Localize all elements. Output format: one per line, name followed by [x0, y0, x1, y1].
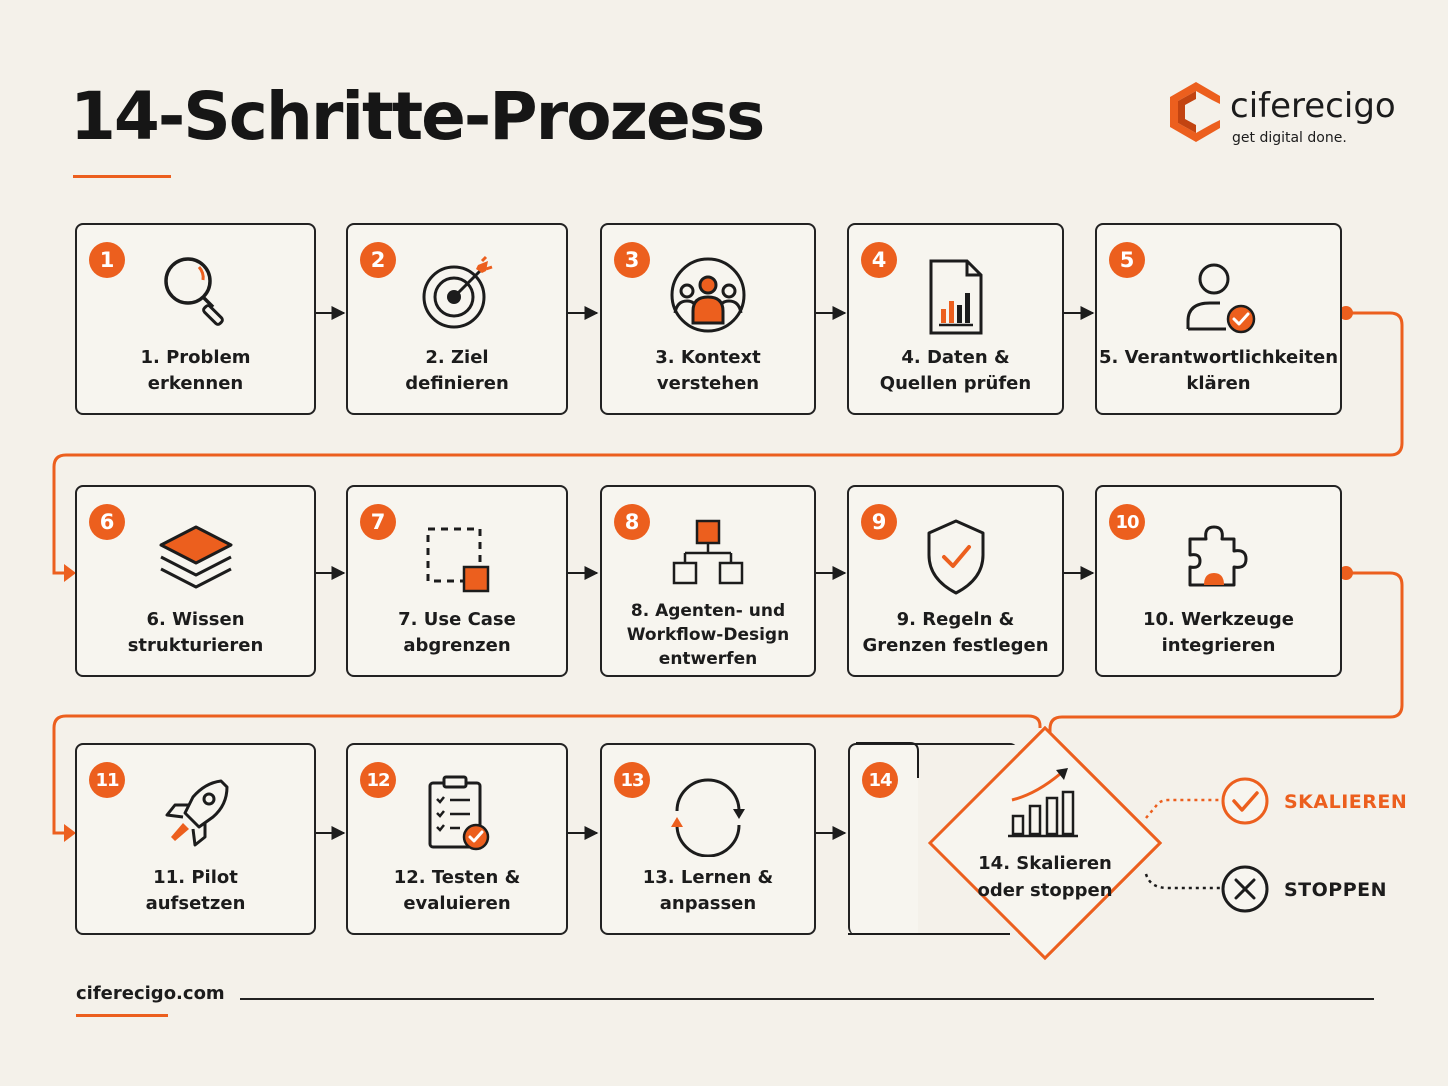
step-label: 9. Regeln & Grenzen festlegen [862, 609, 1049, 656]
footer-accent-line [76, 1014, 168, 1017]
step-number-badge: 5 [1109, 242, 1145, 278]
brand-name: ciferecigo [1230, 86, 1396, 126]
step-number-badge: 12 [360, 762, 396, 798]
step-number-badge: 6 [89, 504, 125, 540]
step-label: 1. Problem erkennen [140, 347, 251, 394]
footer-url[interactable]: ciferecigo.com [76, 983, 225, 1004]
step-label: 4. Daten & Quellen prüfen [879, 347, 1032, 394]
step-number-badge: 10 [1109, 504, 1145, 540]
step-number-badge: 2 [360, 242, 396, 278]
step-label: 3. Kontext verstehen [655, 347, 761, 394]
step-number-badge: 4 [861, 242, 897, 278]
step-number-badge: 13 [614, 762, 650, 798]
step-label: 6. Wissen strukturieren [127, 609, 264, 656]
decision-label: 14. Skalieren oder stoppen [977, 853, 1113, 901]
step-label: 7. Use Case abgrenzen [398, 609, 516, 656]
step-label: 2. Ziel definieren [405, 347, 509, 394]
step-label: 10. Werkzeuge integrieren [1142, 609, 1294, 656]
step-label: 5. Verantwortlichkeiten klären [1098, 347, 1339, 394]
step-label: 12. Testen & evaluieren [393, 867, 521, 914]
step-number-badge: 1 [89, 242, 125, 278]
brand-tagline: get digital done. [1232, 130, 1347, 146]
step-number-badge: 9 [861, 504, 897, 540]
step-number-badge: 3 [614, 242, 650, 278]
step-number-badge: 14 [862, 762, 898, 798]
step-label: 11. Pilot aufsetzen [145, 867, 246, 914]
page-title: 14-Schritte-Prozess [70, 78, 764, 155]
step-label: 8. Agenten- und Workflow-Design entwerfen [626, 601, 790, 669]
step-number-badge: 11 [89, 762, 125, 798]
step-number-badge: 7 [360, 504, 396, 540]
step-label: 13. Lernen & anpassen [642, 867, 774, 914]
step-number-badge: 8 [614, 504, 650, 540]
outcome-scale-label: SKALIEREN [1284, 791, 1408, 813]
footer-divider [240, 998, 1374, 1000]
outcome-stop-label: STOPPEN [1284, 879, 1388, 901]
